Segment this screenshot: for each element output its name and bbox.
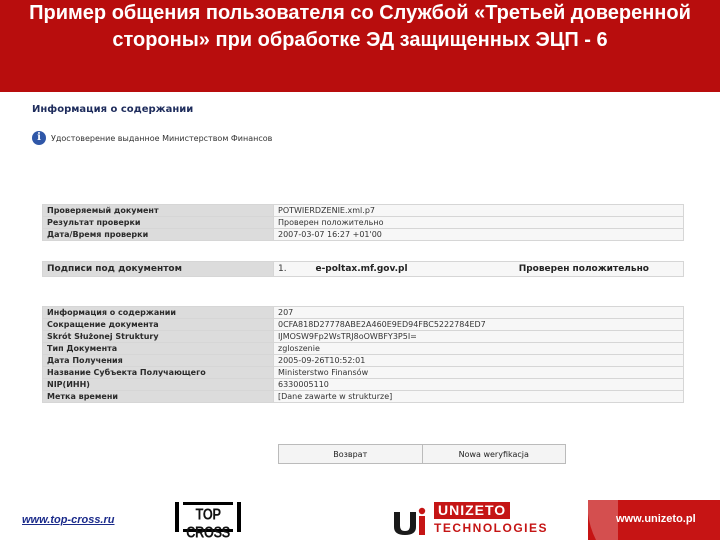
row-label: Тип Документа — [43, 343, 274, 355]
slide-header — [0, 0, 720, 92]
table-row — [43, 343, 684, 355]
content-info-table — [42, 306, 684, 403]
table-row — [43, 331, 684, 343]
row-value: 0CFA818D27778ABE2A460E9ED94FBC5222784ED7 — [274, 319, 684, 331]
slide-footer — [0, 496, 720, 540]
top-cross-link[interactable]: www.top-cross.ru — [22, 514, 115, 526]
button-row — [278, 444, 566, 464]
row-label: Название Субъекта Получающего — [43, 367, 274, 379]
row-label: Skrót Służonej Struktury — [43, 331, 274, 343]
row-value: 207 — [274, 307, 684, 319]
signatures-table — [42, 261, 684, 277]
row-label: Результат проверки — [43, 217, 274, 229]
row-label: Дата/Время проверки — [43, 229, 274, 241]
table-row — [43, 217, 684, 229]
unizeto-logo — [392, 500, 572, 538]
row-label: Дата Получения — [43, 355, 274, 367]
table-row — [43, 262, 684, 277]
row-value: [Dane zawarte w strukturze] — [274, 391, 684, 403]
verification-rows — [43, 205, 684, 241]
table-row — [43, 307, 684, 319]
signature-status: Проверен положительно — [518, 264, 649, 274]
top-cross-logo-text: TOP CROSS — [186, 505, 230, 541]
row-value: 2005-09-26T10:52:01 — [274, 355, 684, 367]
table-row — [43, 205, 684, 217]
row-value: Проверен положительно — [274, 217, 684, 229]
unizeto-link[interactable]: www.unizeto.pl — [616, 513, 696, 525]
row-value: IJMOSW9Fp2WsTRJ8oOWBFY3P5I= — [274, 331, 684, 343]
row-value: 2007-03-07 16:27 +01'00 — [274, 229, 684, 241]
table-row — [43, 355, 684, 367]
table-row — [43, 391, 684, 403]
slide-title: Пример общения пользователя со Службой «Третьей доверенной стороны» при обработке ЭД защищенных ЭЦП - 6 — [29, 2, 691, 51]
signature-entry — [274, 262, 684, 277]
row-label: Информация о содержании — [43, 307, 274, 319]
signatures-label: Подписи под документом — [43, 262, 274, 277]
new-verification-button[interactable]: Nowa weryfikacja — [422, 445, 566, 463]
row-value: POTWIERDZENIE.xml.p7 — [274, 205, 684, 217]
table-row — [43, 379, 684, 391]
unizeto-mark-icon — [392, 506, 430, 536]
verification-table — [42, 204, 684, 241]
table-row — [43, 319, 684, 331]
info-text: Удостоверение выданное Министерством Финансов — [51, 134, 273, 143]
row-label: Метка времени — [43, 391, 274, 403]
table-row — [43, 229, 684, 241]
verification-app — [26, 96, 696, 496]
info-icon: i — [32, 131, 46, 145]
signature-index: 1. — [278, 264, 287, 274]
signature-email: e-poltax.mf.gov.pl — [315, 264, 408, 274]
row-value: 6330005110 — [274, 379, 684, 391]
back-button[interactable]: Возврат — [279, 445, 422, 463]
row-value: Ministerstwo Finansów — [274, 367, 684, 379]
swoosh-icon — [588, 500, 618, 540]
row-value: zgloszenie — [274, 343, 684, 355]
top-cross-logo — [175, 502, 241, 541]
row-label: NIP(ИНН) — [43, 379, 274, 391]
section-heading: Информация о содержании — [32, 104, 194, 115]
table-row — [43, 367, 684, 379]
row-label: Проверяемый документ — [43, 205, 274, 217]
row-label: Сокращение документа — [43, 319, 274, 331]
unizeto-name: UNIZETO — [434, 502, 510, 519]
footer-red-panel — [588, 500, 720, 540]
unizeto-subtitle: TECHNOLOGIES — [434, 521, 549, 535]
